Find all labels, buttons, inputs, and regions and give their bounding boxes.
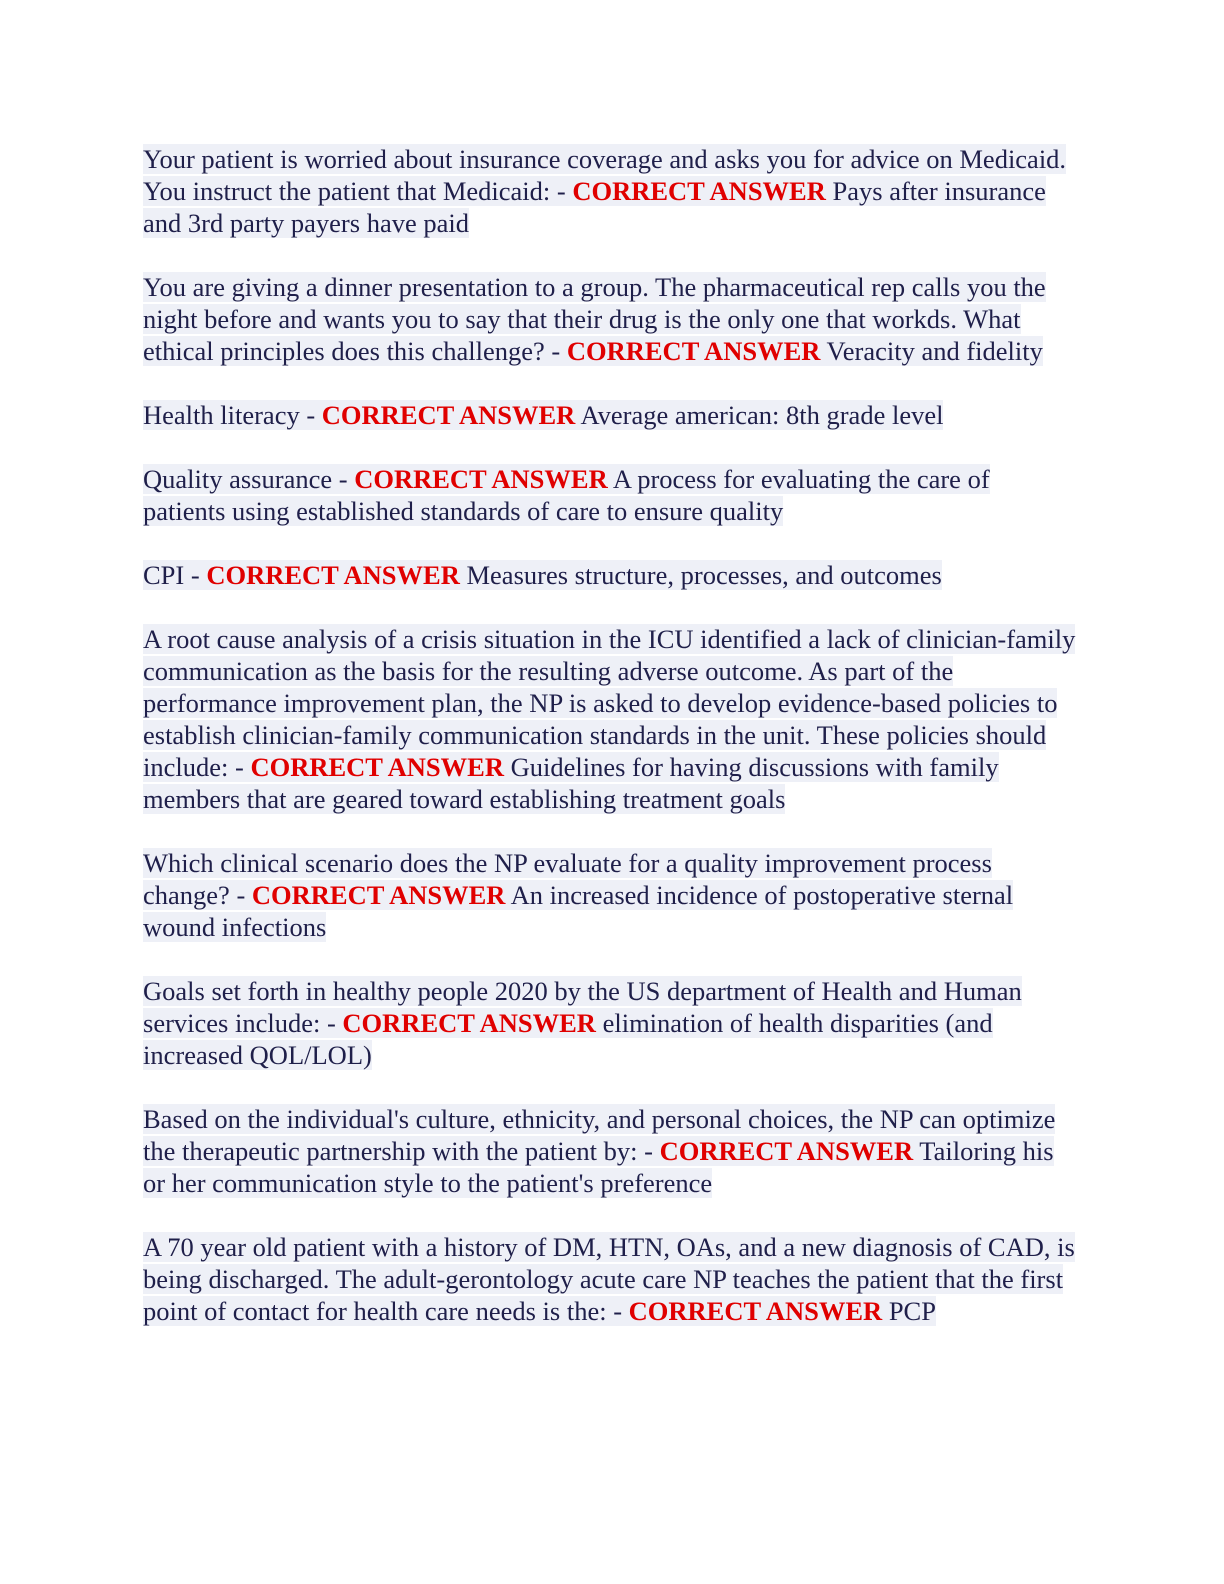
answer-text: An increased incidence of postoperative sternal wound infections [143,880,1014,942]
answer-text: PCP [888,1296,936,1326]
question-text: Goals set forth in healthy people 2020 by the US department of Health and Human services include: [143,976,1022,1038]
question-text: Based on the individual's culture, ethnicity, and personal choices, the NP can optimize the therapeutic partnership with the patient by: [143,1104,1056,1166]
answer-text: Tailoring his or her communication style to the patient's preference [143,1136,1054,1198]
separator: - [606,1296,629,1326]
qa-item [143,623,1078,815]
correct-answer-tag: CORRECT ANSWER [354,464,608,494]
correct-answer-tag: CORRECT ANSWER [250,752,504,782]
answer-text: Measures structure, processes, and outcomes [466,560,942,590]
qa-item [143,1231,1078,1327]
correct-answer-tag: CORRECT ANSWER [566,336,821,366]
correct-answer-tag: CORRECT ANSWER [342,1008,596,1038]
question-text: Health literacy [143,400,300,430]
separator: - [184,560,207,590]
answer-text: A process for evaluating the care of patients using established standards of care to ensure quality [143,464,990,526]
separator: - [299,400,322,430]
qa-item [143,975,1078,1071]
answer-text: Guidelines for having discussions with family members that are geared toward establishing treatment goals [143,752,999,814]
qa-item [143,1103,1078,1199]
answer-text: Pays after insurance and 3rd party payers have paid [143,176,1046,238]
question-text: Quality assurance [143,464,333,494]
answer-text: Veracity and fidelity [826,336,1043,366]
separator: - [637,1136,660,1166]
separator: - [550,176,573,206]
qa-item [143,143,1078,239]
question-text: CPI [143,560,185,590]
question-text: A 70 year old patient with a history of DM, HTN, OAs, and a new diagnosis of CAD, is being discharged. The adult-gerontology acute care NP teaches the patient that the first point of contact for health care needs is the: [143,1232,1075,1326]
answer-text: elimination of health disparities (and increased QOL/LOL) [143,1008,993,1070]
separator: - [544,336,567,366]
correct-answer-tag: CORRECT ANSWER [321,400,576,430]
question-text: A root cause analysis of a crisis situation in the ICU identified a lack of clinician-family communication as the basis for the resulting adverse outcome. As part of the performance improvement plan, the NP is asked to develop evidence-based policies to establish clinician-family communication standards in the unit. These policies should include: [143,624,1076,782]
separator: - [332,464,355,494]
separator: - [320,1008,343,1038]
question-text: You are giving a dinner presentation to a group. The pharmaceutical rep calls you the night before and wants you to say that their drug is the only one that workds. What ethical principles does this challenge? [143,272,1046,366]
separator: - [228,752,251,782]
correct-answer-tag: CORRECT ANSWER [206,560,460,590]
question-text: Your patient is worried about insurance coverage and asks you for advice on Medicaid. You instruct the patient that Medicaid: [143,144,1067,206]
separator: - [229,880,252,910]
question-text: Which clinical scenario does the NP evaluate for a quality improvement process change? [143,848,992,910]
qa-item [143,463,1078,527]
document-page [143,143,1078,1359]
answer-text: Average american: 8th grade level [580,400,944,430]
qa-item [143,271,1078,367]
qa-item [143,559,1078,591]
correct-answer-tag: CORRECT ANSWER [572,176,826,206]
correct-answer-tag: CORRECT ANSWER [628,1296,883,1326]
correct-answer-tag: CORRECT ANSWER [659,1136,914,1166]
qa-item [143,847,1078,943]
correct-answer-tag: CORRECT ANSWER [251,880,506,910]
qa-item [143,399,1078,431]
